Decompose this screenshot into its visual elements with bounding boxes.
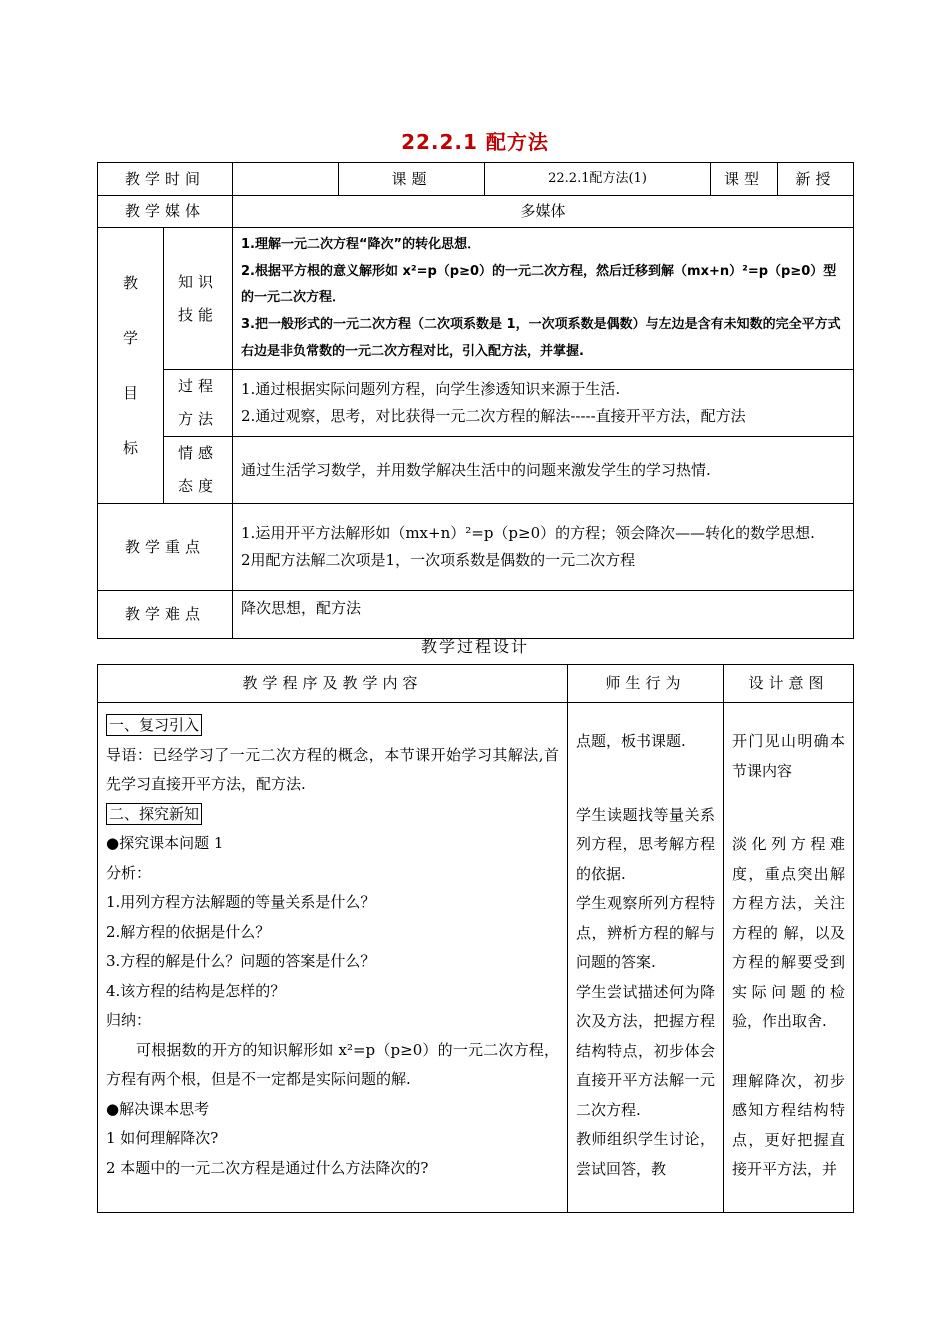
content-cell (98, 703, 568, 1213)
process-label-line: 方法 (178, 410, 219, 429)
process-method-content (233, 370, 854, 437)
problem-heading: ●探究课本问题 1 (106, 834, 224, 852)
think-item: 1 如何理解降次? (106, 1129, 219, 1147)
knowledge-item: 3.把一般形式的一元二次方程（二次项系数是 1，一次项系数是偶数）与左边是含有未知数的完全平方式右边是非负常数的一元二次方程对比，引入配方法，并掌握. (241, 316, 841, 359)
question-item: 2.解方程的依据是什么？ (106, 922, 271, 941)
topic-label: 课题 (339, 163, 485, 196)
behavior-item: 教师组织学生讨论，尝试回答，教 (576, 1130, 715, 1178)
knowledge-label (164, 228, 233, 370)
question-item: 3.方程的解是什么？问题的答案是什么？ (106, 952, 376, 970)
emotion-label-line: 情感 (178, 444, 219, 463)
behavior-item: 学生尝试描述何为降次及方法，把握方程结构特点，初步体会直接开平方法解一元二次方程. (576, 982, 715, 1119)
difficulty-label: 教学难点 (98, 591, 233, 639)
media-value: 多媒体 (233, 196, 854, 228)
goal-char: 标 (122, 438, 138, 457)
behavior-item: 点题，板书课题. (576, 732, 686, 750)
process-item: 1.通过根据实际问题列方程，向学生渗透知识来源于生活. (241, 380, 621, 399)
goal-char: 教 (122, 273, 138, 292)
type-label: 课型 (711, 163, 778, 196)
summary-text: 可根据数的开方的知识解形如 x²=p（p≥0）的一元二次方程，方程有两个根，但是不一定都是实际问题的解. (106, 1040, 559, 1088)
question-item: 1.用列方程方法解题的等量关系是什么？ (106, 893, 376, 911)
behavior-cell (568, 703, 724, 1213)
key-point-label: 教学重点 (98, 504, 233, 591)
emotion-content: 通过生活学习数学，并用数学解决生活中的问题来激发学生的学习热情. (233, 437, 854, 504)
key-point-content (233, 504, 854, 591)
section-heading: 二、探究新知 (106, 803, 202, 825)
type-value: 新授 (778, 163, 854, 196)
process-label-line: 过程 (178, 377, 219, 396)
behavior-item: 学生读题找等量关系列方程，思考解方程的依据. (576, 805, 715, 883)
solve-heading: ●解决课本思考 (106, 1099, 210, 1118)
knowledge-item: 2.根据平方根的意义解形如 x²=p（p≥0）的一元二次方程，然后迁移到解（mx+n）²=p（p≥0）型的一元二次方程． (241, 263, 837, 306)
media-label: 教学媒体 (98, 196, 233, 228)
summary-label: 归纳： (106, 1011, 152, 1029)
emotion-label (164, 437, 233, 504)
time-label: 教学时间 (98, 163, 233, 196)
header-content: 教学程序及教学内容 (98, 665, 568, 703)
intent-item: 淡化列方程难度，重点突出解方程方法，关注方程的 解，以及方程的解要受到实际问题的检验，作出取舍. (732, 835, 845, 1030)
knowledge-label-line: 技能 (178, 305, 219, 324)
topic-value: 22.2.1配方法(1) (485, 163, 711, 196)
page-title: 22.2.1 配方法 (401, 130, 549, 154)
question-item: 4.该方程的结构是怎样的？ (106, 981, 286, 1000)
intent-item: 理解降次，初步感知方程结构特点，更好把握直接开平方法，并 (732, 1071, 845, 1178)
process-method-label (164, 370, 233, 437)
intent-cell (724, 703, 854, 1213)
key-item: 2用配方法解二次项是1，一次项系数是偶数的一元二次方程 (241, 551, 636, 570)
knowledge-item: 1.理解一元二次方程“降次”的转化思想． (241, 237, 481, 252)
knowledge-content (233, 228, 854, 370)
section-heading: 一、复习引入 (106, 714, 202, 736)
think-item: 2 本题中的一元二次方程是通过什么方法降次的? (106, 1158, 429, 1177)
goal-label (98, 228, 164, 504)
knowledge-label-line: 知识 (178, 272, 219, 291)
info-table (97, 162, 854, 639)
difficulty-content: 降次思想，配方法 (233, 591, 854, 639)
analysis-label: 分析： (106, 863, 152, 882)
process-title: 教学过程设计 (420, 637, 529, 656)
header-intent: 设计意图 (724, 665, 854, 703)
process-table (97, 664, 854, 1213)
goal-char: 目 (122, 383, 138, 402)
goal-char: 学 (122, 328, 138, 347)
time-value (233, 163, 339, 196)
process-item: 2.通过观察，思考，对比获得一元二次方程的解法-----直接开平方法，配方法 (241, 407, 746, 426)
section-text: 导语：已经学习了一元二次方程的概念，本节课开始学习其解法,首先学习直接开平方法，配方法. (106, 745, 559, 793)
behavior-item: 学生观察所列方程特点，辨析方程的解与问题的答案. (576, 894, 715, 971)
intent-item: 开门见山明确本节课内容 (732, 732, 845, 780)
emotion-label-line: 态度 (178, 477, 219, 496)
header-behavior: 师生行为 (568, 665, 724, 703)
key-item: 1.运用开平方法解形如（mx+n）²=p（p≥0）的方程；领会降次——转化的数学思想. (241, 524, 815, 543)
